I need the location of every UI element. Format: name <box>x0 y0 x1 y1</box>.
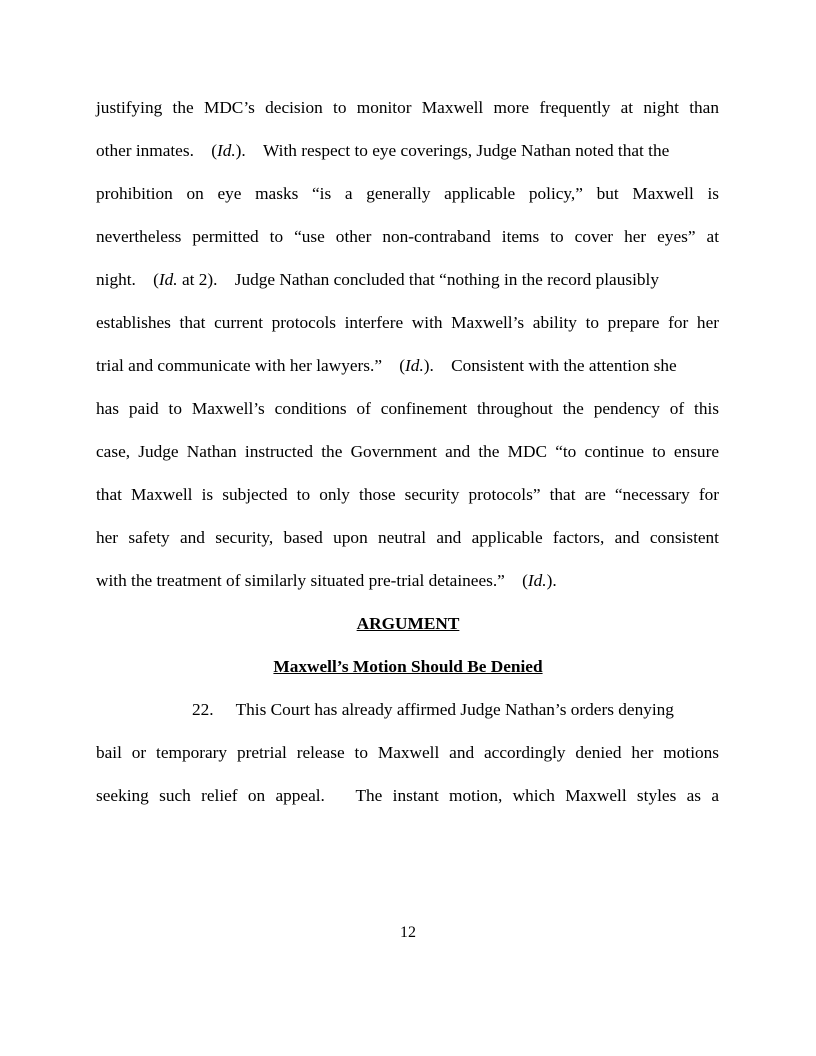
body-text-line: case, Judge Nathan instructed the Government and the MDC “to continue to ensure <box>96 442 719 461</box>
paragraph-number: 22. <box>192 700 214 719</box>
body-text-line: other inmates. (Id.). With respect to eye coverings, Judge Nathan noted that the <box>96 141 670 160</box>
body-text-line: with the treatment of similarly situated pre-trial detainees.” (Id.). <box>96 571 557 590</box>
body-text-line: justifying the MDC’s decision to monitor Maxwell more frequently at night than <box>96 98 719 117</box>
body-text-line: prohibition on eye masks “is a generally applicable policy,” but Maxwell is <box>96 184 719 203</box>
body-text-line: bail or temporary pretrial release to Maxwell and accordingly denied her motions <box>96 743 719 762</box>
section-heading: ARGUMENT <box>356 614 460 633</box>
body-text-line: trial and communicate with her lawyers.” (Id.). Consistent with the attention she <box>96 356 677 375</box>
page-number: 12 <box>400 924 416 941</box>
body-text-line: seeking such relief on appeal. The instant motion, which Maxwell styles as a <box>96 786 719 805</box>
body-text-line: her safety and security, based upon neutral and applicable factors, and consistent <box>96 528 719 547</box>
body-text-line: has paid to Maxwell’s conditions of confinement throughout the pendency of this <box>96 399 719 418</box>
body-text-line: nevertheless permitted to “use other non-contraband items to cover her eyes” at <box>96 227 719 246</box>
paragraph-first-line: 22. This Court has already affirmed Judge Nathan’s orders denying <box>192 700 674 719</box>
section-subheading: Maxwell’s Motion Should Be Denied <box>273 657 543 676</box>
body-text-line: night. (Id. at 2). Judge Nathan concluded that “nothing in the record plausibly <box>96 270 659 289</box>
body-text-line: establishes that current protocols interfere with Maxwell’s ability to prepare for her <box>96 313 719 332</box>
body-text-line: that Maxwell is subjected to only those security protocols” that are “necessary for <box>96 485 719 504</box>
